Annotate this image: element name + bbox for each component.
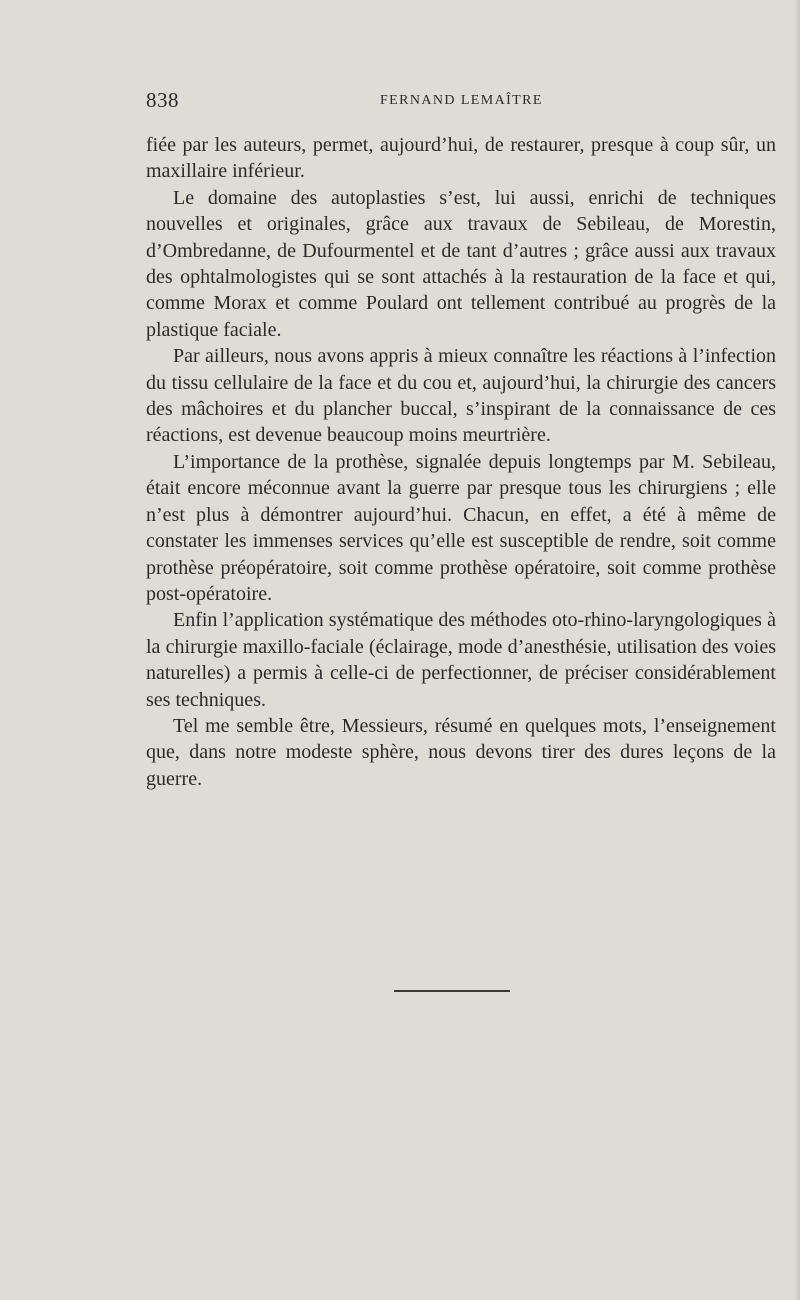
paragraph-continuation: fiée par les auteurs, permet, aujourd’hui, de restaurer, presque à coup sûr, un maxillaire inférieur.	[146, 134, 776, 183]
end-separator-rule	[394, 990, 510, 992]
running-head	[146, 88, 778, 114]
paragraph-autoplasties: Le domaine des autoplasties s’est, lui aussi, enrichi de techniques nouvelles et originales, grâce aux travaux de Sebileau, de Morestin, d’Ombredanne, de Dufourmentel et de tant d’autres ; grâce aussi aux travaux des ophtalmologistes qui se sont attachés à la restauration de la face et qui, comme Morax et comme Poulard ont tellement contribué au progrès de la plastique faciale.	[146, 186, 776, 341]
paragraph-prothese: L’importance de la prothèse, signalée depuis longtemps par M. Sebileau, était encore méconnue avant la guerre par presque tous les chirurgiens ; elle n’est plus à démontrer aujourd’hui. Chacun, en effet, a été à même de constater les immenses services qu’elle est susceptible de rendre, soit comme prothèse préopératoire, soit comme prothèse opératoire, soit comme prothèse post-opératoire.	[146, 450, 776, 605]
running-title: FERNAND LEMAÎTRE	[380, 93, 543, 108]
page-number: 838	[146, 88, 179, 112]
paragraph-conclusion: Tel me semble être, Messieurs, résumé en quelques mots, l’enseignement que, dans notre modeste sphère, nous devons tirer des dures leçons de la guerre.	[146, 714, 776, 790]
paragraph-oto-rhino: Enfin l’application systématique des méthodes oto-rhino-laryngologiques à la chirurgie maxillo-faciale (éclairage, mode d’anesthésie, utilisation des voies naturelles) a permis à celle-ci de perfectionner, de préciser considérablement ses techniques.	[146, 609, 776, 711]
page-edge-shadow	[794, 0, 800, 1300]
body-text	[146, 132, 776, 792]
paragraph-infection: Par ailleurs, nous avons appris à mieux connaître les réactions à l’infection du tissu cellulaire de la face et du cou et, aujourd’hui, la chirurgie des cancers des mâchoires et du plancher buccal, s’inspirant de la connaissance de ces réactions, est devenue beaucoup moins meurtrière.	[146, 345, 776, 447]
